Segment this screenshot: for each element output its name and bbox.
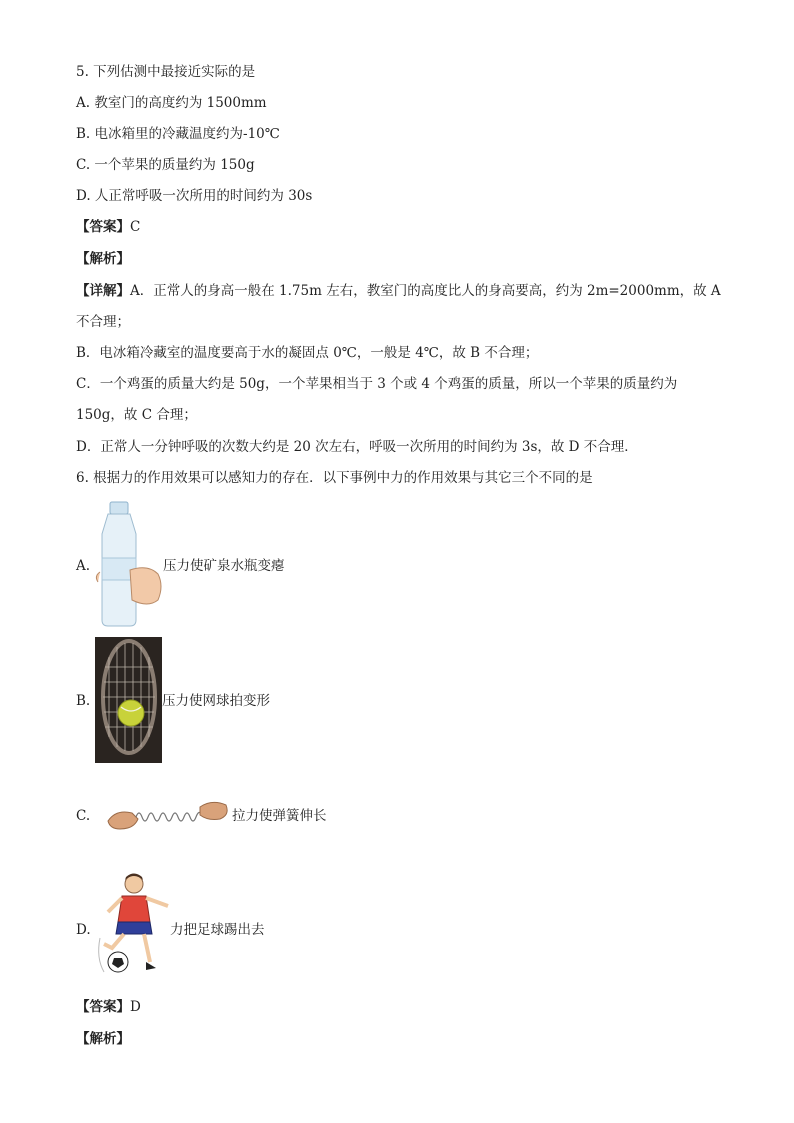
q5-detail-text-1: A．正常人的身高一般在 1.75m 左右，教室门的高度比人的身高要高，约为 2m=2000mm，故 A xyxy=(130,283,721,299)
soccer-kick-image xyxy=(94,872,174,980)
q5-detail-line-3: B．电冰箱冷藏室的温度要高于水的凝固点 0℃，一般是 4℃，故 B 不合理； xyxy=(76,345,539,361)
q5-analysis-label: 【解析】 xyxy=(76,251,130,267)
q6-answer xyxy=(76,998,141,1016)
water-bottle-image xyxy=(92,500,168,628)
q5-option-a: A. 教室门的高度约为 1500mm xyxy=(76,95,267,111)
tennis-racket-image xyxy=(95,637,162,763)
q5-detail-line-4: C．一个鸡蛋的质量大约是 50g，一个苹果相当于 3 个或 4 个鸡蛋的质量，所以一个苹果的质量约为 xyxy=(76,376,678,392)
q6-option-d-letter: D. xyxy=(76,922,91,938)
q5-option-b: B. 电冰箱里的冷藏温度约为-10℃ xyxy=(76,126,280,142)
q5-answer xyxy=(76,218,140,236)
q6-option-b-letter: B. xyxy=(76,693,91,709)
q5-detail-label: 【详解】 xyxy=(76,283,130,299)
q6-option-b-text: 压力使网球拍变形 xyxy=(162,693,270,709)
q6-option-a-letter: A. xyxy=(76,558,91,574)
q6-answer-value: D xyxy=(130,999,141,1015)
q6-option-d-text: 力把足球踢出去 xyxy=(170,922,265,938)
q5-option-c: C. 一个苹果的质量约为 150g xyxy=(76,157,255,173)
q5-answer-value: C xyxy=(130,219,141,235)
q6-stem: 6. 根据力的作用效果可以感知力的存在．以下事例中力的作用效果与其它三个不同的是 xyxy=(76,470,593,486)
q6-analysis-label: 【解析】 xyxy=(76,1031,130,1047)
q5-option-d: D. 人正常呼吸一次所用的时间约为 30s xyxy=(76,188,313,204)
q5-detail-line-6: D．正常人一分钟呼吸的次数大约是 20 次左右，呼吸一次所用的时间约为 3s，故 D 不合理． xyxy=(76,439,638,455)
q6-option-c-text: 拉力使弹簧伸长 xyxy=(232,808,327,824)
q5-stem: 5. 下列估测中最接近实际的是 xyxy=(76,64,256,80)
q6-option-c-letter: C. xyxy=(76,808,91,824)
q6-answer-label: 【答案】 xyxy=(76,999,130,1015)
q5-detail-line-1 xyxy=(76,282,721,300)
q6-option-a-text: 压力使矿泉水瓶变瘪 xyxy=(163,558,285,574)
q5-detail-line-5: 150g，故 C 合理； xyxy=(76,407,197,423)
q5-answer-label: 【答案】 xyxy=(76,219,130,235)
q5-detail-line-2: 不合理； xyxy=(76,314,130,330)
spring-stretch-image xyxy=(106,795,230,837)
